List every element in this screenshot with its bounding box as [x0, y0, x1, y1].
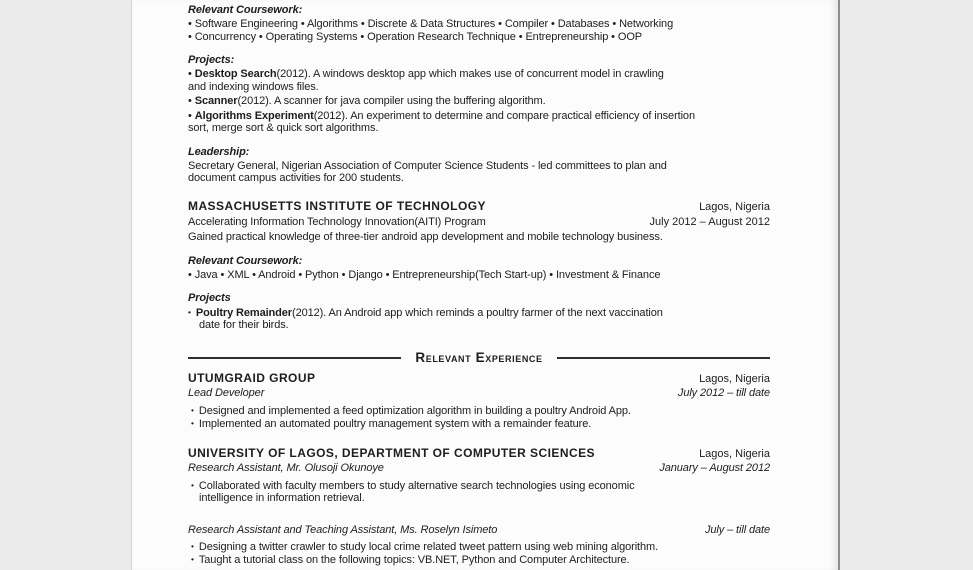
- section-heading-text: Relevant Experience: [415, 349, 543, 365]
- coursework-label: Relevant Coursework:: [188, 4, 303, 16]
- bullet-text-continued: intelligence in information retrieval.: [199, 492, 365, 504]
- company-location: Lagos, Nigeria: [699, 447, 770, 460]
- heading-rule-right: [557, 357, 770, 359]
- bullet-marker: •: [191, 404, 194, 415]
- coursework-block-mit: [188, 255, 770, 282]
- bullet-list: [188, 479, 770, 505]
- experience-entry-unilag-role2: [188, 524, 770, 567]
- education-entry-mit: [188, 199, 770, 332]
- project-line: [188, 306, 770, 320]
- role-title: Research Assistant, Mr. Olusoji Okunoye: [188, 461, 384, 474]
- org-header-row: [188, 199, 770, 214]
- experience-bullet: [188, 417, 770, 431]
- coursework-line: • Java • XML • Android • Python • Django • Entrepreneurship(Tech Start-up) • Investment & Finance: [188, 269, 661, 281]
- resume-page: [132, 0, 840, 570]
- project-line: [188, 110, 770, 123]
- projects-label: Projects: [188, 291, 231, 304]
- section-heading-relevant-experience: [188, 350, 770, 366]
- coursework-label: Relevant Coursework:: [188, 255, 303, 267]
- bullet-text: Designing a twitter crawler to study local crime related tweet pattern using web mining algorithm.: [198, 540, 659, 553]
- experience-bullet: [188, 553, 770, 567]
- projects-block-unilag: [188, 54, 770, 135]
- project-desc: (2012). A scanner for java compiler using the buffering algorithm.: [237, 95, 546, 107]
- bullet-marker: •: [188, 68, 192, 80]
- project-name: Algorithms Experiment: [194, 109, 314, 122]
- role-row: [188, 462, 770, 475]
- experience-bullet: [188, 479, 770, 493]
- bullet-list: [188, 404, 770, 431]
- leadership-label: Leadership:: [188, 145, 250, 158]
- bullet-marker: •: [191, 479, 194, 490]
- project-desc-continued: sort, merge sort & quick sort algorithms.: [188, 122, 379, 134]
- program-name: Accelerating Information Technology Innovation(AITI) Program: [188, 215, 486, 228]
- project-item: [188, 68, 770, 93]
- leadership-block: [188, 146, 770, 185]
- program-summary: Gained practical knowledge of three-tier android app development and mobile technology business.: [188, 230, 663, 243]
- project-desc: (2012). An experiment to determine and compare practical efficiency of insertion: [313, 109, 695, 122]
- bullet-text: Collaborated with faculty members to study alternative search technologies using economic: [198, 479, 635, 492]
- projects-block-mit: [188, 292, 770, 332]
- bullet-marker: •: [188, 95, 192, 107]
- coursework-line: • Software Engineering • Algorithms • Discrete & Data Structures • Compiler • Databases • Networking: [188, 18, 674, 30]
- bullet-text: Implemented an automated poultry management system with a remainder feature.: [198, 418, 592, 430]
- bullet-list: [188, 540, 770, 567]
- projects-label: Projects:: [188, 54, 235, 66]
- school-name: MASSACHUSETTS INSTITUTE OF TECHNOLOGY: [188, 198, 486, 213]
- project-name: Scanner: [194, 95, 238, 107]
- experience-entry-unilag: [188, 446, 770, 505]
- bullet-marker: •: [188, 109, 192, 122]
- resume-content: [188, 4, 770, 567]
- bullet-text: Designed and implemented a feed optimization algorithm in building a poultry Android App.: [198, 404, 631, 417]
- experience-bullet: [188, 540, 770, 554]
- project-desc-continued: and indexing windows files.: [188, 80, 319, 93]
- program-row: [188, 215, 770, 229]
- company-location: Lagos, Nigeria: [699, 372, 770, 385]
- project-name: Poultry Remainder: [195, 306, 292, 319]
- experience-bullet: [188, 404, 770, 418]
- school-location: Lagos, Nigeria: [699, 200, 770, 213]
- heading-rule-left: [188, 357, 401, 359]
- bullet-text: Taught a tutorial class on the following topics: VB.NET, Python and Computer Architecture.: [198, 554, 630, 566]
- role-row: [188, 524, 770, 537]
- project-line: [188, 95, 770, 108]
- coursework-block-unilag: [188, 4, 770, 43]
- experience-entry-utumgraid: [188, 371, 770, 431]
- role-title: Lead Developer: [188, 386, 265, 399]
- leadership-line: Secretary General, Nigerian Association of Computer Science Students - led committees to plan and: [188, 159, 667, 172]
- project-desc: (2012). A windows desktop app which makes use of concurrent model in crawling: [276, 68, 664, 80]
- company-name: UTUMGRAID GROUP: [188, 370, 316, 385]
- role-row: [188, 387, 770, 400]
- role-dates: January – August 2012: [659, 461, 770, 474]
- project-line: [188, 68, 770, 81]
- project-item: [188, 306, 770, 332]
- project-desc-continued: date for their birds.: [199, 319, 289, 331]
- role-dates: July – till date: [704, 523, 770, 536]
- company-name: UNIVERSITY OF LAGOS, DEPARTMENT OF COMPUTER SCIENCES: [188, 445, 595, 460]
- bullet-marker: •: [191, 418, 194, 428]
- bullet-marker: •: [188, 306, 191, 317]
- bullet-marker: •: [191, 554, 194, 564]
- program-dates: July 2012 – August 2012: [649, 215, 770, 228]
- project-item: [188, 110, 770, 135]
- project-name: Desktop Search: [194, 68, 277, 80]
- coursework-line: • Concurrency • Operating Systems • Operation Research Technique • Entrepreneurship • OOP: [188, 30, 643, 43]
- role-title: Research Assistant and Teaching Assistant, Ms. Roselyn Isimeto: [188, 523, 498, 536]
- org-header-row: [188, 371, 770, 386]
- project-desc: (2012). An Android app which reminds a poultry farmer of the next vaccination: [292, 306, 663, 319]
- role-dates: July 2012 – till date: [677, 386, 770, 399]
- leadership-line: document campus activities for 200 students.: [188, 172, 404, 184]
- org-header-row: [188, 446, 770, 461]
- bullet-marker: •: [191, 540, 194, 551]
- project-item: [188, 95, 770, 108]
